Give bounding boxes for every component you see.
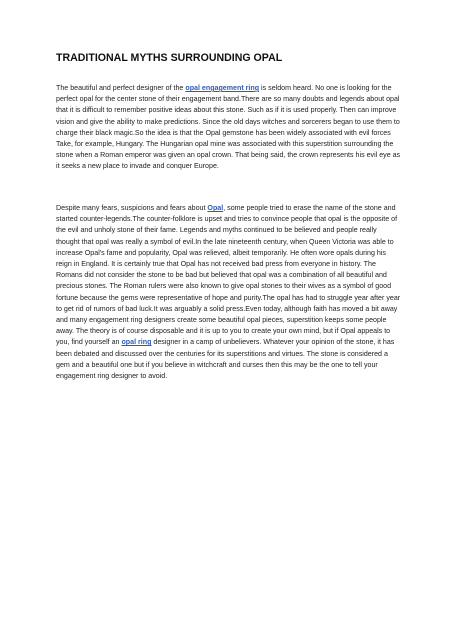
opal-link[interactable]: Opal <box>207 204 224 212</box>
opal-engagement-ring-link[interactable]: opal engagement ring <box>185 84 260 92</box>
document-title: TRADITIONAL MYTHS SURROUNDING OPAL <box>56 52 283 64</box>
paragraph-1-text-end: is seldom heard. No one is looking for the perfect opal for the center stone of their engagement band.There are so many doubts and legends about opal that it is difficult to remember positive ideas about this stone. Such as if it is used properly. Then can improve vision and give the ability to make predictions. Since the old days witches and sorcerers began to use them to charge their black magic.So the idea is that the Opal gemstone has been widely associated with evil forces Take, for example, Hungary. The Hungarian opal mine was associated with this superstition surrounding the stone when a Roman emperor was given an opal crown. That being said, the crown represents his evil eye as it seeks a new place to invade and conquer Europe. <box>56 84 401 171</box>
paragraph-2-text-end: designer in a camp of unbelievers. Whatever your opinion of the stone, it has been debated and discussed over the centuries for its superstitions and virtues. The stone is considered a gem and a beautiful one but if you believe in witchcraft and curses then this may be the one to tell your engagement ring designer to avoid. <box>56 338 395 381</box>
paragraph-1 <box>56 83 402 173</box>
paragraph-2 <box>56 203 402 382</box>
paragraph-2-text-middle: , some people tried to erase the name of the stone and started counter-legends.The counter-folklore is upset and tries to convince people that opal is the opposite of the evil and unholy stone of their fame. Legends and myths continued to be believed and people really thought that opal was really a symbol of evil.In the late nineteenth century, when Queen Victoria was able to increase Opal's fame and popularity, Opal was relieved, albeit temporarily. He often wore opals during his reign in England. It is certainly true that Opal has not received bad press from everyone in history. The Romans did not consider the stone to be bad but believed that opal was a combination of all beautiful and precious stones. The Roman rulers were also known to give opal stones to their wives as a symbol of good fortune because the gems were representative of hope and purity.The opal has had to struggle year after year to get rid of rumors of bad luck.It was arguably a solid press.Even today, although faith has moved a bit away and many engagement ring designers create some beautiful opal pieces, superstition keeps some people away. The theory is of course disposable and it is up to you to create your own mind, but if Opal appeals to you, find yourself an <box>56 204 401 347</box>
opal-ring-link[interactable]: opal ring <box>121 338 152 347</box>
paragraph-2-text-start: Despite many fears, suspicions and fears about <box>56 204 208 212</box>
paragraph-1-text-start: The beautiful and perfect designer of the <box>56 84 186 92</box>
